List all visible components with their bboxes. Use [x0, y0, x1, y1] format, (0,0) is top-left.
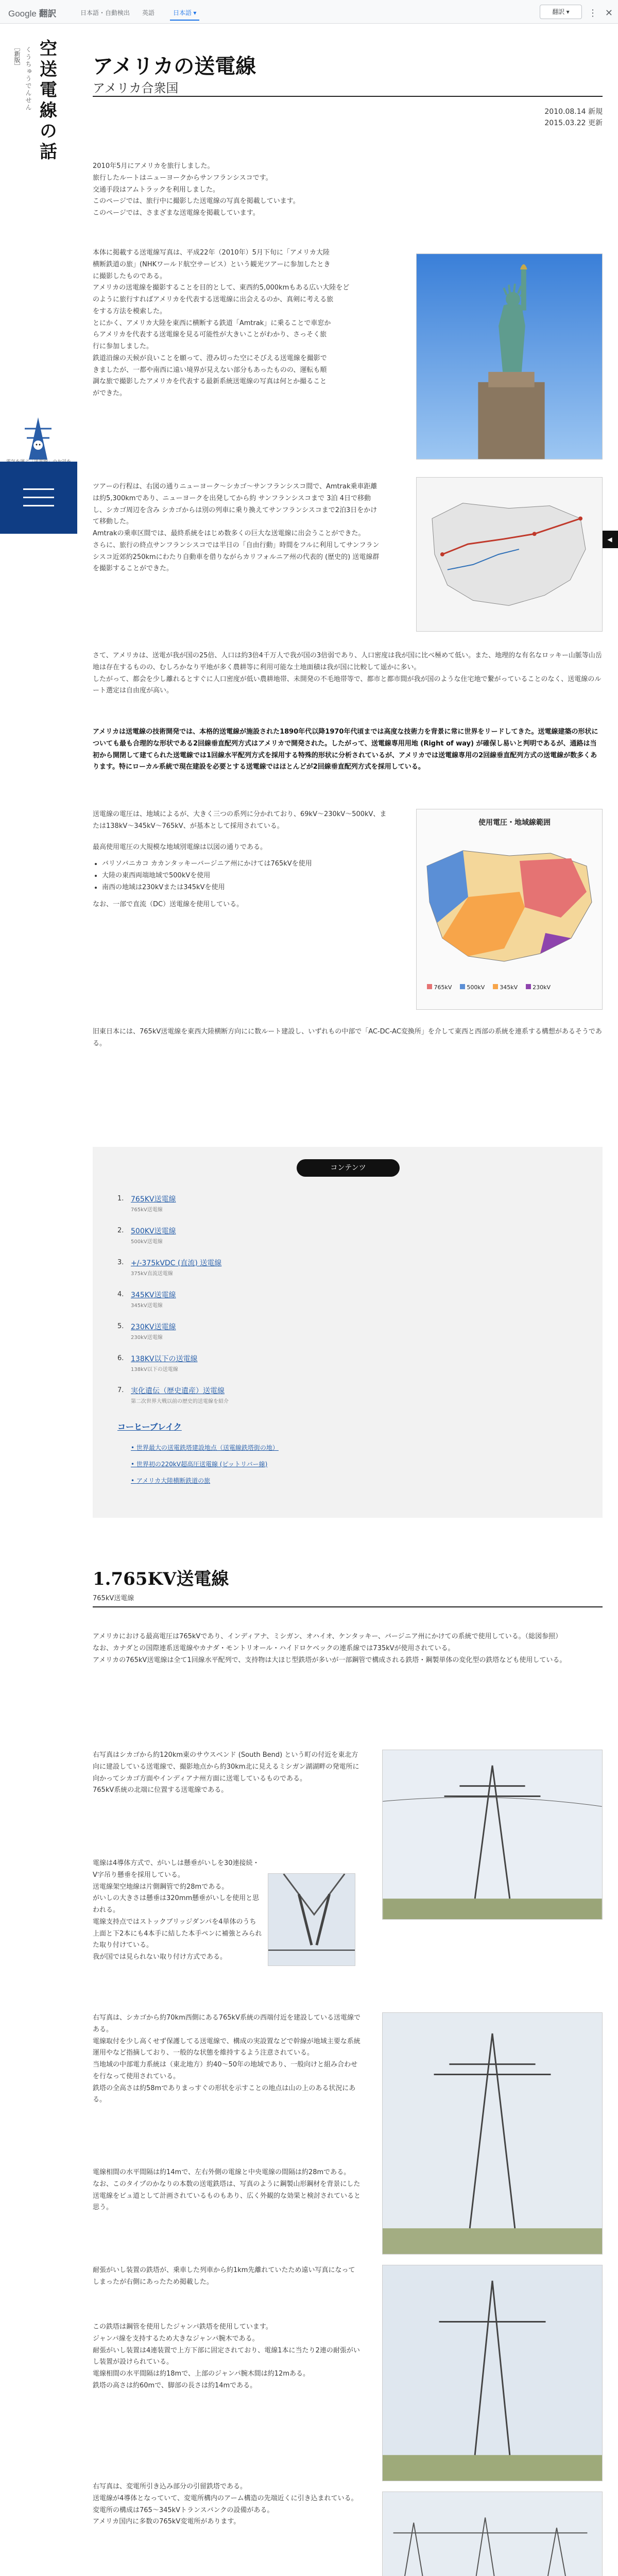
text-block: 電線は4導体方式で、がいしは懸垂がいしを30連接続・V字吊り懸垂を採用している。 — [93, 1859, 260, 1879]
lang-detect-tab[interactable]: 日本語・自動検出 — [80, 9, 130, 16]
intro-paragraph-4 — [93, 650, 603, 697]
intro-paragraph-5: アメリカは送電線の技術開発では、本格的送電線が施設された1890年代以降1970年代頃までは高度な技術力を背景に常に世界をリードしてきた。送電線建築の形状についても最も合理的な形状である2回線垂直配列方式はアメリカで開発された。したがって、送電線専用用地 (Right of way) が確保し易いと判明であるが、通路は当初から開閉して建てられた送電線では1回線水平配列方式を採用する特殊的形状に分析されているが、アメリカでは送電線専用の2回線垂直配列方式の送電線が数多くあります。特にローカル系統で現在建設を必要とする送電線ではほとんどが2回線垂直配列方式を採用している。 — [93, 728, 598, 771]
tower-photo-765kv-1 — [382, 1750, 603, 1920]
text-line: 鉄道沿線の天候が良いことを願って、澄み切った空にそびえる送電線を撮影で — [93, 354, 327, 362]
text-line: 行に参加しました。 — [93, 343, 153, 350]
text-block: 右写真は、シカゴから約70km西側にある765kV系統の西端付近を建設している送電線である。 — [93, 2014, 360, 2033]
list-item: • 南西の地域は230kVまたは345kVを使用 — [102, 882, 391, 894]
text-block: 最高使用電圧の大規模な地域別電線は以図の通りである。 — [93, 843, 267, 851]
text-line: きましたが、一都や南西に遠い境界が見えない部分もあったものの、運転も順 — [93, 366, 327, 374]
text-block: さらに、旅行の終点サンフランシスコでは半日の「自由行動」時間をフルに利用してサンフランシスコ近郊約250kmにわたり自動車を借りながらカリフォルニア州の代表的 (歴史的) 送電線群を撮影することができた。 — [93, 541, 380, 573]
section1-paragraph-6: 耐張がいし装置の鉄塔が、乗車した列車から約1km先離れていたため遠い写真になってしまったが右側にあったため掲載した。 — [93, 2266, 355, 2286]
text-block: この鉄塔は鋼管を使用したジャンパ鉄塔を使用しています。 — [93, 2323, 272, 2331]
lang-english-tab[interactable]: 英語 — [142, 9, 155, 16]
text-block: 電線相間の水平間隔は約18mで、上部のジャンパ腕木間は約12mある。 — [93, 2370, 310, 2378]
logo-translate-text: 翻訳 — [39, 9, 57, 19]
intro-paragraph-3 — [93, 481, 381, 575]
toc-list — [117, 1193, 571, 1417]
text-block: なお、このタイプのかなりの本数の送電鉄塔は、写真のように鋼製山形鋼材を背景にした送電線をビュ道として計画されているものもあり、広く外観的な効果と検討されていると思う。 — [93, 2180, 361, 2212]
close-icon[interactable]: ✕ — [605, 8, 613, 19]
translate-button[interactable]: 翻訳 ▾ — [540, 5, 582, 19]
text-block: 右写真はシカゴから約120km東のサウスベンド (South Bend) という町の付近を東北方向に建設している送電線で、撮影地点から約30km北に見えるミシガン湖湖畔の発電所に向かってシカゴ方面やインディアナ州方面に送電しているものである。 — [93, 1751, 359, 1783]
scroll-to-top-button[interactable]: ◀ — [602, 531, 618, 548]
text-block: 送電線架空地線は片側鋼管で約28mである。 — [93, 1883, 229, 1891]
text-block: がいしの大きさは懸垂は320mm懸垂がいしを使用と思われる。 — [93, 1894, 260, 1914]
menu-bar — [23, 505, 54, 506]
logo-google-text: Google — [8, 9, 37, 19]
more-options-icon[interactable]: ⋮ — [588, 8, 597, 19]
text-block: 鉄塔の全高さは約58mでありまっすぐの形状を示すことの地点は山の上のある状況にある。 — [93, 2084, 356, 2104]
intro-paragraph-1 — [93, 161, 381, 219]
google-translate-bar — [0, 0, 618, 24]
toc-link-500kv[interactable]: 500KV送電線 — [131, 1227, 176, 1235]
text-block: 電線取付を少し高くせず保護してる送電線で、構成の実設置などで幹線が地域主要な系統運用やなど指摘しており、一般的な状態を維持するよう注意されている。 — [93, 2037, 360, 2057]
section1-paragraph-4 — [93, 2012, 360, 2106]
section-765kv-subtitle: 765kV送電線 — [93, 1595, 134, 1602]
site-title[interactable]: 空送電線の話 — [36, 39, 57, 163]
text-block: なお、カナダとの国際連系送電線やカナダ・モントリオール・ハイドロケベックの連系線では735kVが使用されている。 — [93, 1644, 455, 1652]
text-line: このページでは、さまざまな送電線を掲載しています。 — [93, 209, 260, 217]
toc-item: 6. 138KV以下の送電線 138kV以下の送電線 — [117, 1353, 571, 1385]
text-line: らアメリカを代表する送電線を見る可能性が大きいことがわかり、さっそく旅 — [93, 331, 327, 339]
text-block: ジャンパ線を支持するため大きなジャンパ腕木である。 — [93, 2334, 259, 2343]
tower-photo-765kv-2 — [382, 2012, 603, 2255]
text-line: アメリカの送電線を撮影することを目的として、東西約5,000kmもある広い大陸をど — [93, 284, 350, 292]
text-line: 本体に掲載する送電線写真は、平成22年（2010年）5月下旬に「アメリカ大陸 — [93, 249, 330, 257]
toc-item: 4. 345KV送電線 345kV送電線 — [117, 1289, 571, 1321]
text-line: 2010年5月にアメリカを旅行しました。 — [93, 162, 214, 170]
text-line: 調な旅で撮影したアメリカを代表する最新系統送電線の写真は何とか撮ること — [93, 378, 327, 386]
voltage-map-graphic — [417, 830, 603, 974]
toc-link-230kv[interactable]: 230KV送電線 — [131, 1323, 176, 1331]
text-block: 送電線の電圧は、地域によるが、大きく三つの系列に分かれており、69kV～230kV～500kV、または138kV～345kV～765kV、が基本として採用されている。 — [93, 810, 387, 830]
text-line: 横断鉄道の旅」(NHKワールド航空サービス）という観光ツアーに参加したとき — [93, 260, 331, 268]
text-block: 鉄塔の高さは約60mで、脚部の長さは約14mである。 — [93, 2381, 257, 2389]
coffee-break-link[interactable]: • アメリカ大陸横断鉄道の旅 — [131, 1477, 211, 1484]
page-subtitle: アメリカ合衆国 — [93, 81, 179, 95]
voltage-bullet-list — [102, 858, 391, 893]
tower-photo-765kv-3 — [382, 2265, 603, 2481]
text-block: Amtrakの乗車区間では、最終系統をはじめ数多くの巨大な送電線に出会うことができた。 — [93, 530, 365, 537]
section1-paragraph-1 — [93, 1631, 603, 1666]
toc-link-heritage[interactable]: 実化遺伝（歴史遺産）送電線 — [131, 1387, 225, 1395]
text-block: ツアーの行程は、右図の通りニューヨーク～シカゴ～サンフランシスコ間で、Amtrak乗車距離は約5,300kmであり、ニューヨークを出発してから約 サンフランシスコまで 3泊 4日で移動し、シカゴ周辺を含み シカゴからは別の列車に乗り換えてサンフランシスコまで2泊3日をかけて移動した。 — [93, 483, 377, 526]
map-title: 使用電圧・地域線範囲 — [478, 819, 551, 827]
site-subtitle: ［新版］ — [13, 44, 21, 69]
text-block: さて、アメリカは、送電が我が国の25倍、人口は約3倍4千万人で我が国の3倍弱であり、人口密度は我が国に比べ極めて低い。また、地理的な有名なロッキー山脈等山岳地は存在するものの、むしろかなり平地が多く農耕等に利用可能な土地面積は我が国に比較して遥かに多い。 — [93, 652, 602, 671]
toc-item: 7. 実化遺伝（歴史遺産）送電線 第二次世界大戦以前の歴史的送電線を紹介 — [117, 1385, 571, 1417]
toc-item: 3. +/-375kVDC (直流) 送電線 375kV直流送電線 — [117, 1257, 571, 1289]
site-tagline: くうちゅうでんせん — [25, 46, 32, 111]
date-published: 2010.08.14 新規 — [544, 108, 603, 116]
page-dates — [544, 106, 603, 129]
section-765kv-title: 1.765KV送電線 — [93, 1569, 229, 1589]
text-block: 電線支持点ではストックブリッジダンパを4単体のうち上面と下2本にも4本手に結した本手ペンに補強とみられた取り付けている。 — [93, 1918, 262, 1950]
toc-heading: コンテンツ — [297, 1159, 400, 1177]
section-divider — [93, 1606, 603, 1607]
intro-paragraph-6 — [93, 809, 391, 910]
coffee-break-heading: コーヒーブレイク — [117, 1422, 182, 1432]
list-item: • 大陸の東西両端地域で500kVを使用 — [102, 870, 391, 882]
text-line: このページでは、旅行中に撮影した送電線の写真を掲載しています。 — [93, 197, 300, 206]
section1-paragraph-5 — [93, 2167, 360, 2214]
text-block: 右写真は、変電所引き込み部分の引留鉄塔である。 — [93, 2483, 247, 2490]
toc-link-dc[interactable]: +/-375kVDC (直流) 送電線 — [131, 1259, 222, 1267]
intro-paragraph-2 — [93, 247, 402, 400]
intro-paragraph-7: 旧東日本には、765kV送電線を東西大陸横断方向にに数ルート建設し、いずれもの中部で「AC-DC-AC変換所」を介して東西と西部の系統を連系する構想があるそうである。 — [93, 1028, 602, 1047]
menu-bar — [23, 497, 54, 498]
text-block: アメリカ国内に多数の765kV変電所があります。 — [93, 2518, 241, 2526]
pylon-logo-icon[interactable] — [23, 415, 54, 462]
toc-link-345kv[interactable]: 345KV送電線 — [131, 1291, 176, 1299]
toc-link-138kv[interactable]: 138KV以下の送電線 — [131, 1355, 198, 1363]
date-updated: 2015.03.22 更新 — [544, 119, 603, 128]
text-block: 変電所の構成は765～345kVトランスバンクの設備がある。 — [93, 2506, 274, 2514]
coffee-break-link[interactable]: • 世界最大の送電鉄塔建設地点（送電線鉄塔街の地） — [131, 1444, 279, 1451]
toc-item: 5. 230KV送電線 230kV送電線 — [117, 1321, 571, 1353]
list-item: • バリソバニカコ カカンタッキーバージニア州にかけては765kVを使用 — [102, 858, 391, 870]
page-title: アメリカの送電線 — [93, 54, 256, 78]
statue-of-liberty-photo — [416, 253, 603, 460]
text-line: をする方法を模索した。 — [93, 307, 167, 315]
text-line: とにかく、アメリカ大陸を東西に横断する鉄道「Amtrak」に乗ることで車窓か — [93, 319, 331, 327]
text-line: ができた。 — [93, 389, 127, 397]
text-block: したがって、都会を少し離れるとすぐに人口密度が低い農耕地帯、未開発の不毛地帯等で、都市と都市間が我が国のような住宅地で繋がっていることのなく、送電線のルート選定は自由度が高い。 — [93, 675, 602, 695]
sidebar — [0, 24, 77, 518]
text-block: アメリカにおける最高電圧は765kVであり、インディアナ、ミシガン、オハイオ、ケンタッキー、バージニア州にかけての系統で使用している。（総図参照） — [93, 1633, 562, 1640]
voltage-region-map — [416, 809, 603, 1010]
text-block: 電線相間の水平間隔は約14mで、左右外側の電線と中央電線の間隔は約28mである。 — [93, 2168, 351, 2176]
menu-bar — [23, 488, 54, 490]
coffee-break-link[interactable]: • 世界初の220kV超高圧送電線 (ピットリバー線) — [131, 1461, 268, 1468]
toc-item: 2. 500KV送電線 500kV送電線 — [117, 1225, 571, 1257]
text-line: に撮影したものである。 — [93, 272, 167, 280]
section1-paragraph-7 — [93, 2321, 360, 2392]
text-block: アメリカの765kV送電線は全て1回線水平配列で、支持物は大ほじ型鉄塔が多いが一部鋼管で構成される鉄塔・鋼製単体の変化型の鉄塔なども使用している。 — [93, 1656, 566, 1664]
text-block: 765kV系統の北端に位置する送電線である。 — [93, 1786, 228, 1794]
google-translate-logo[interactable] — [8, 6, 57, 22]
hamburger-menu-button[interactable] — [0, 462, 77, 534]
text-block: なお、一部で直流（DC）送電線を使用している。 — [93, 900, 244, 908]
text-block: 送電線が4導体となっていて、変電所構内のアーム構造の先端近くに引き込まれている。 — [93, 2494, 358, 2502]
insulator-closeup-photo — [268, 1873, 355, 1966]
toc-item: 1. 765KV送電線 765kV送電線 — [117, 1193, 571, 1225]
title-divider — [93, 96, 603, 97]
text-block: 耐張がいし装置は4連装置で上方下部に固定されており、電線1本に当たり2連の耐張がいし装置が設けられている。 — [93, 2346, 360, 2366]
section1-paragraph-2 — [93, 1750, 360, 1797]
toc-link-765kv[interactable]: 765KV送電線 — [131, 1195, 176, 1204]
section1-paragraph-3 — [93, 1858, 263, 1963]
substation-photo — [382, 2492, 603, 2576]
text-block: 我が国では見られない取り付け方式である。 — [93, 1953, 227, 1961]
lang-target-tab[interactable]: 日本語 ▾ — [170, 7, 199, 21]
text-line: のように旅行すればアメリカを代表する送電線に出会えるのか、真剣に考える旅 — [93, 296, 334, 303]
text-line: 交通手段はアムトラックを利用しました。 — [93, 185, 219, 194]
amtrak-route-map — [416, 477, 603, 632]
table-of-contents — [93, 1147, 603, 1518]
section1-paragraph-8 — [93, 2481, 360, 2528]
text-line: 旅行したルートはニューヨークからサンフランシスコです。 — [93, 174, 272, 182]
map-legend: 765kV 500kV 345kV 230kV — [427, 982, 551, 992]
text-block: 当地域の中部電力系統は（東北地方）約40～50年の地域であり、一般向けと組み合わせを行なって使用されている。 — [93, 2061, 358, 2080]
